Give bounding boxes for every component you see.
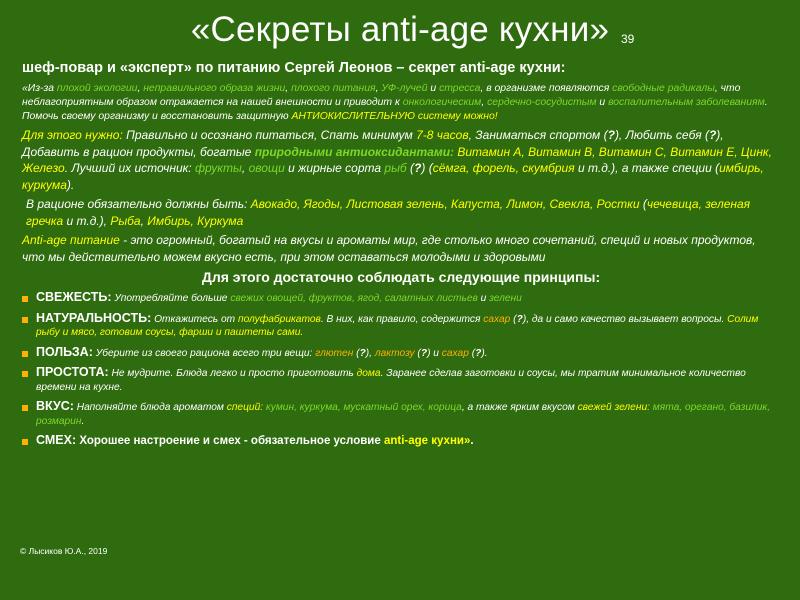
diet-lead: В рационе обязательно должны быть: [26, 197, 251, 212]
principle-item-taste [22, 400, 780, 428]
intro-highlight: онкологическим [402, 96, 482, 108]
principle-highlight: лактозу [374, 347, 415, 359]
need-highlight: 7-8 часов [416, 128, 469, 143]
diet-highlight: чечевица, зеленая гречка [26, 197, 751, 228]
intro-highlight: воспалительным заболеваниям [608, 96, 765, 108]
need-text: ( [406, 161, 415, 176]
principle-lead: СВЕЖЕСТЬ: [36, 290, 112, 305]
bullet-marker [22, 405, 28, 411]
intro-text: и [427, 83, 440, 94]
principle-item-naturalness [22, 312, 780, 340]
principle-highlight: кумин, куркума, мускатный орех, корица [263, 402, 462, 414]
bullet-marker [22, 351, 28, 357]
intro-highlight: сердечно-сосудистым [487, 96, 597, 108]
diet-paragraph [22, 196, 780, 229]
bullet-marker [22, 317, 28, 323]
principle-text: ). [481, 347, 488, 359]
intro-highlight: плохой экологии [56, 83, 138, 94]
intro-highlight: АНТИОКИСЛИТЕЛЬНУЮ систему можно! [291, 110, 498, 122]
need-text: Правильно и осознано питаться, Спать минимум [122, 128, 417, 143]
bullet-marker [22, 296, 28, 302]
principle-item-freshness [22, 291, 780, 306]
intro-text: , [137, 83, 144, 94]
antiage-lead: Anti-age питание [22, 233, 120, 248]
need-paragraph [22, 127, 780, 193]
intro-highlight: свободные радикалы [612, 83, 715, 94]
need-highlight: имбирь, куркума [22, 161, 764, 192]
principle-highlight: Солим рыбу и мясо, готовим соусы, фарши и паштеты сами. [36, 313, 759, 339]
need-highlight: фрукты [194, 161, 242, 176]
principle-text: ( [510, 313, 517, 325]
question-mark: ? [475, 347, 482, 359]
question-mark: ? [359, 347, 366, 359]
diet-text: ( [639, 197, 647, 212]
principle-text: Употребляйте больше [111, 293, 231, 305]
need-highlight: рыб [384, 161, 407, 176]
bullet-marker [22, 371, 28, 377]
principle-text: . [81, 415, 85, 427]
principle-lead: ПРОСТОТА: [36, 365, 109, 380]
principle-highlight: свежих овощей, фруктов, ягод, салатных листьев [230, 293, 478, 305]
slide-content [22, 60, 780, 455]
intro-text: и [596, 96, 609, 108]
diet-text: , [140, 213, 148, 228]
intro-highlight: неправильного образа жизни [143, 83, 286, 94]
title-text: «Секреты anti-age кухни» [190, 10, 610, 49]
antiage-text: - это огромный, богатый на вкусы и ароматы мир, где столько много сочетаний, специй и новых продуктов, что мы действительно можем вкусно есть, при этом оставаться молодыми и здоровыми [22, 233, 756, 264]
principle-highlight: сахар [483, 313, 511, 325]
intro-text: . Помочь своему организму и восстановить защитную [22, 96, 768, 122]
principle-item-simplicity [22, 366, 780, 394]
diet-text: и т.д.), [63, 213, 111, 228]
need-text: , [241, 161, 249, 176]
need-highlight: Витамин А, Витамин В, Витамин С, Витамин Е, Цинк, Железо [22, 144, 772, 176]
intro-text: , в организме появляются [480, 83, 613, 94]
principle-text: , а также ярким вкусом [461, 402, 578, 414]
intro-highlight: стресса [439, 83, 481, 94]
principle-highlight: дома [356, 368, 381, 380]
intro-text: , [481, 96, 488, 108]
principle-text: ( [353, 347, 360, 359]
copyright-footer: © Лысиков Ю.А., 2019 [20, 546, 108, 556]
need-text: ), Добавить в рацион продукты, богатые [22, 128, 724, 159]
question-mark: ? [708, 128, 717, 143]
principle-highlight: anti-age кухни» [383, 435, 471, 448]
principle-highlight: полуфабрикатов [237, 313, 321, 325]
need-lead: Для этого нужно: [22, 128, 123, 143]
principle-lead: ВКУС: [36, 399, 74, 414]
principle-text: ( [468, 347, 476, 359]
principle-text: . Заранее сделав заготовки и соусы, мы тратим минимальное количество времени на кухне. [36, 368, 746, 393]
slide-title [0, 10, 800, 58]
intro-text: «Из-за [22, 83, 57, 94]
principles-heading: Для этого достаточно соблюдать следующие принципы: [201, 269, 601, 286]
principle-text: . В них, как правило, содержится [320, 313, 484, 325]
need-highlight: природными антиоксидантами: [254, 144, 455, 159]
principle-text: ) и [427, 347, 442, 359]
principle-highlight: свежей зелени: [577, 402, 650, 414]
question-mark: ? [516, 313, 523, 325]
principle-text: ), да и само качество вызывает вопросы. [522, 313, 728, 325]
intro-paragraph [22, 82, 780, 123]
principle-highlight: сахар [441, 347, 469, 359]
principle-lead: СМЕХ: [36, 433, 77, 448]
principle-text: Хорошее настроение и смех - обязательное условие [76, 435, 384, 448]
diet-highlight: Имбирь, Куркума [147, 213, 244, 228]
principle-item-laughter [22, 434, 780, 449]
principle-text: . [470, 435, 474, 448]
intro-text: , [375, 83, 382, 94]
intro-text: , [285, 83, 292, 94]
principle-text: Наполняйте блюда ароматом [73, 402, 227, 414]
intro-highlight: плохого питания [291, 83, 376, 94]
antiage-paragraph [22, 232, 780, 265]
principle-text: Уберите из своего рациона всего три вещи: [92, 347, 316, 359]
principle-text: ( [414, 347, 421, 359]
need-highlight: сёмга, форель, скумбрия [432, 161, 575, 176]
need-text: и т.д.), а также специи ( [574, 161, 720, 176]
diet-highlight: Авокадо, Ягоды, Листовая зелень, Капуста, Лимон, Свекла, Ростки [250, 197, 640, 212]
intro-highlight: УФ-лучей [381, 83, 428, 94]
need-text: , Заниматься спортом ( [468, 128, 608, 143]
question-mark: ? [607, 128, 615, 143]
question-mark: ? [420, 347, 428, 359]
need-text: ). [66, 177, 75, 192]
principle-highlight: глютен [315, 347, 354, 359]
need-text: ), Любить себя ( [614, 128, 709, 143]
principle-text: и [477, 293, 490, 305]
need-text: ) ( [421, 161, 433, 176]
principle-text: Откажитесь от [151, 313, 238, 325]
question-mark: ? [414, 161, 422, 176]
principles-list [22, 291, 780, 449]
page-number: 39 [621, 32, 635, 46]
principle-lead: ПОЛЬЗА: [36, 344, 93, 359]
principle-item-benefit [22, 346, 780, 361]
diet-highlight: Рыба [110, 213, 141, 228]
principle-highlight: мята, орегано, базилик, розмарин [36, 402, 771, 427]
bullet-marker [22, 439, 28, 445]
need-text: . Лучший их источник: [64, 161, 195, 176]
subtitle: шеф-повар и «эксперт» по питанию Сергей Леонов – секрет anti-age кухни: [22, 60, 566, 76]
principle-highlight: специй: [226, 402, 264, 414]
principle-lead: НАТУРАЛЬНОСТЬ: [36, 310, 152, 325]
need-highlight: овощи [248, 161, 285, 176]
principle-text: ), [365, 347, 375, 359]
principle-text: Не мудрите. Блюда легко и просто приготовить [108, 368, 357, 380]
principle-highlight: зелени [489, 293, 522, 305]
need-text: и жирные сорта [284, 161, 385, 176]
intro-text: , что неблагоприятным образом отражается на нашей внешности и приводит к [22, 83, 741, 108]
